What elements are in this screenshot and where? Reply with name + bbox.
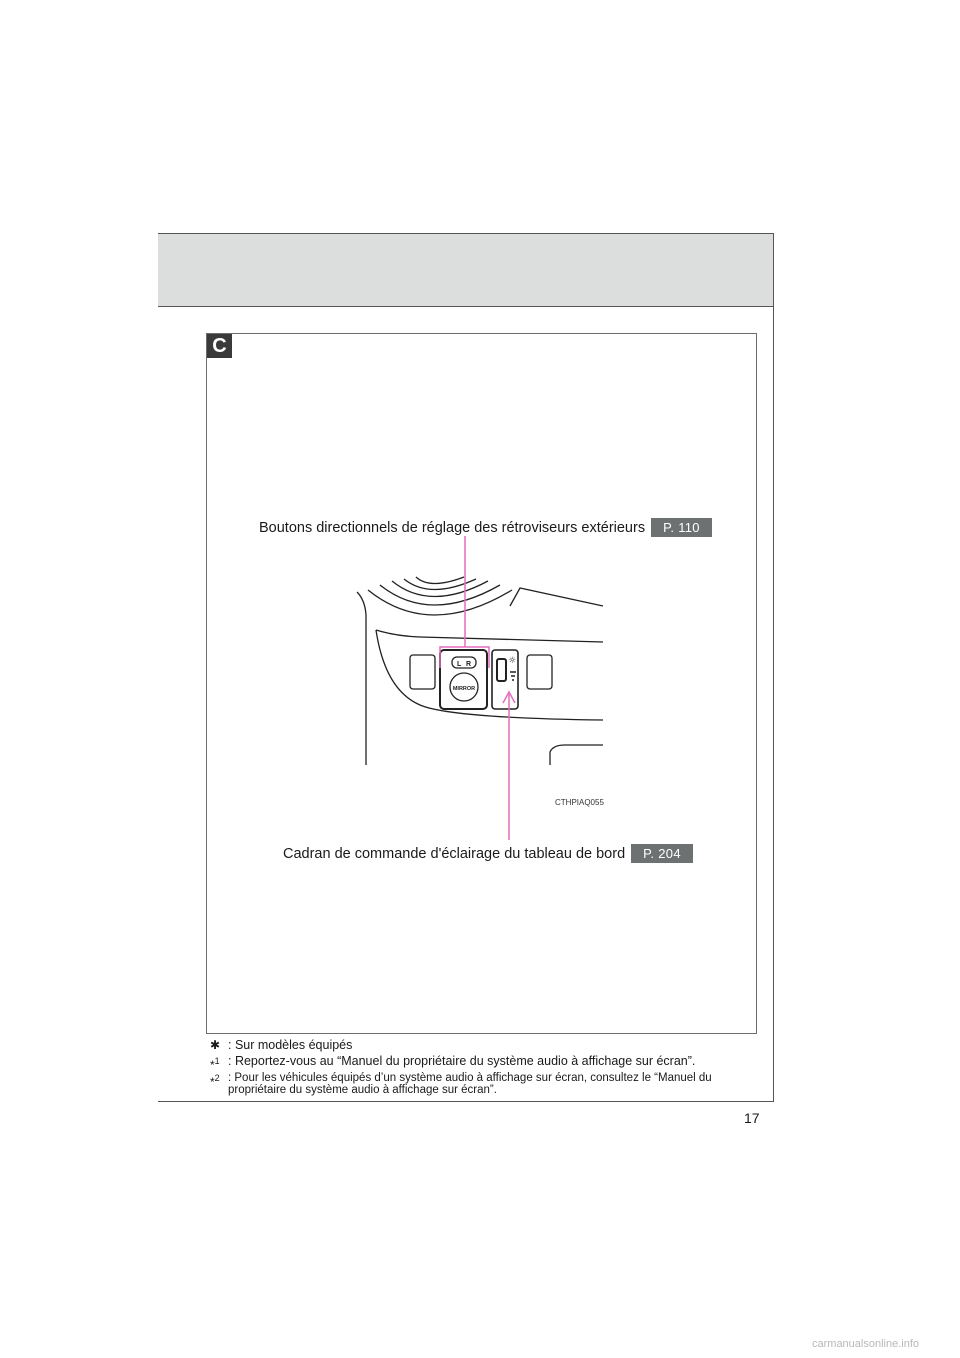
section-badge: C (207, 334, 232, 358)
dash-edge (376, 630, 603, 642)
mirror-letter-l: L (457, 661, 462, 668)
footnote-2 (210, 1072, 770, 1096)
mirror-leader-line (440, 536, 489, 668)
footnotes (210, 1038, 770, 1096)
footnote-star (210, 1038, 770, 1052)
dimmer-wheel (497, 659, 506, 681)
blank-switch-right (527, 655, 552, 689)
mirror-label: MIRROR (452, 686, 476, 692)
steering-arc (416, 577, 464, 584)
footnote-2-mark: *$^2$ (210, 1073, 220, 1089)
blank-switch-left (410, 655, 435, 689)
steering-arc (380, 585, 500, 605)
mirror-callout-text: Boutons directionnels de réglage des rétroviseurs extérieurs (259, 519, 646, 536)
mirror-lr-selector (452, 657, 476, 668)
dash-edge (550, 745, 603, 765)
footnote-star-text: : Sur modèles équipés (228, 1038, 353, 1052)
page-number: 17 (744, 1110, 760, 1126)
steering-arc (368, 590, 512, 615)
mirror-letter-r: R (466, 661, 472, 668)
dimmer-icon: ☼ (508, 656, 517, 666)
dimmer-callout-text: Cadran de commande d'éclairage du tableau de bord (283, 845, 626, 862)
figure-code: CTHPIAQ055 (555, 798, 604, 807)
dash-edge (357, 592, 366, 765)
footnote-1-mark: *$^1$ (210, 1056, 220, 1072)
mirror-page-ref[interactable]: P. 110 (651, 518, 712, 537)
dimmer-page-ref[interactable]: P. 204 (631, 844, 693, 863)
mirror-switch-panel (440, 650, 487, 709)
footer-rule (158, 1101, 774, 1102)
dimmer-graduation (510, 672, 516, 680)
asterisk-icon: ✱ (210, 1038, 221, 1052)
footnote-1 (210, 1054, 770, 1072)
footnote-2-text: : Pour les véhicules équipés d’un système audio à affichage sur écran, consultez le “Manuel du propriétaire du système audio à affichage sur écran”. (228, 1072, 712, 1096)
dash-edge (510, 588, 603, 606)
footnote-1-text: : Reportez-vous au “Manuel du propriétaire du système audio à affichage sur écran”. (228, 1054, 696, 1068)
watermark[interactable]: carmanualsonline.info (812, 1338, 920, 1350)
